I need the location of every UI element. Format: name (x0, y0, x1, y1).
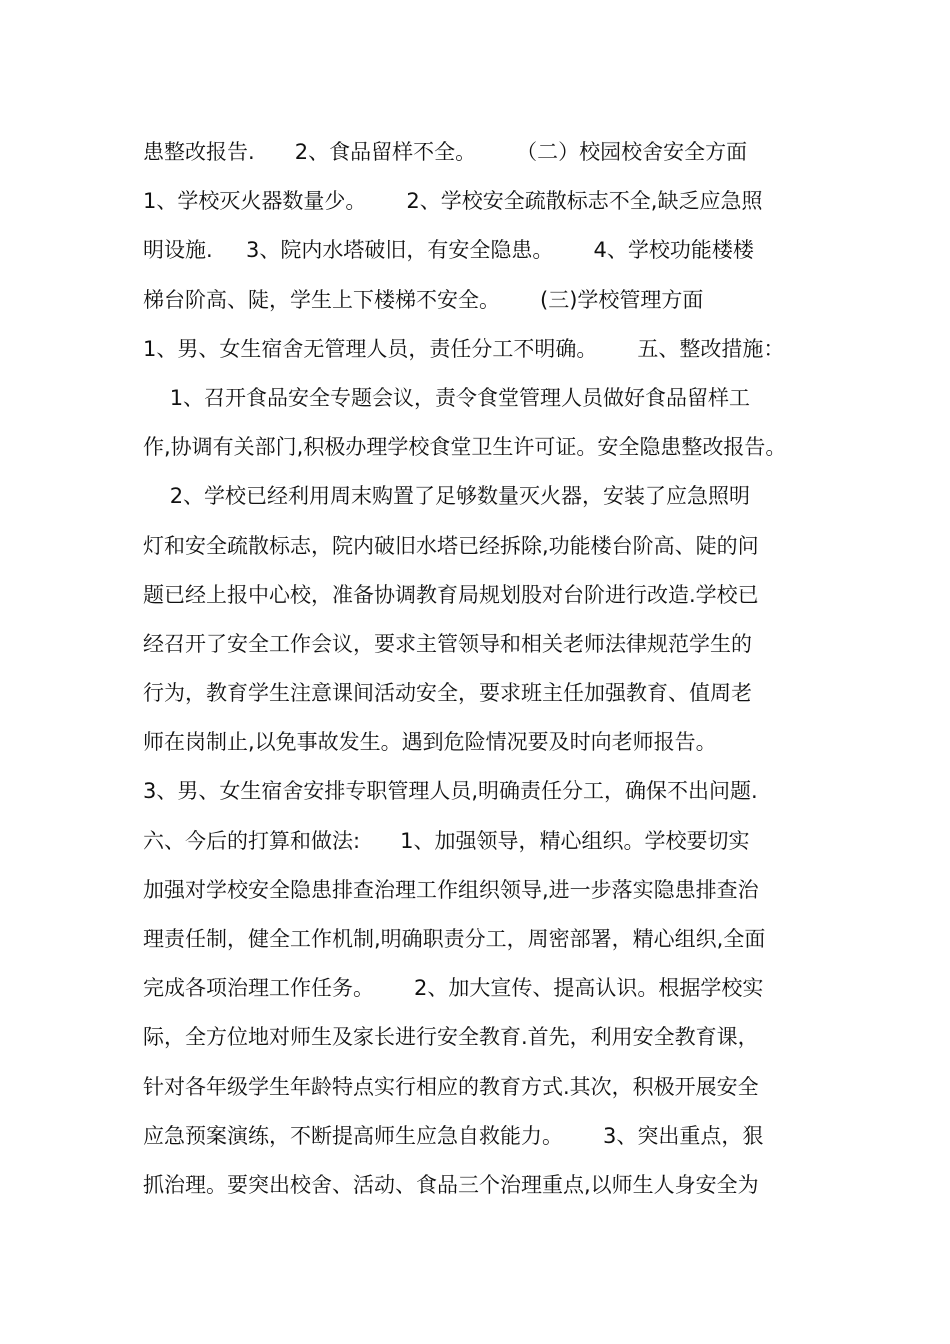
body-text (143, 128, 823, 1210)
text-line: 经召开了安全工作会议，要求主管领导和相关老师法律规范学生的 (143, 631, 752, 656)
text-line: 针对各年级学生年龄特点实行相应的教育方式.其次，积极开展安全 (143, 1074, 759, 1099)
text-line: 梯台阶高、陡，学生上下楼梯不安全。 (三)学校管理方面 (143, 287, 704, 312)
text-line: 1、召开食品安全专题会议，责令食堂管理人员做好食品留样工 (143, 385, 751, 410)
text-line: 理责任制，健全工作机制,明确职责分工，周密部署，精心组织,全面 (143, 927, 766, 951)
text-line: 1、男、女生宿舍无管理人员，责任分工不明确。 五、整改措施： (143, 336, 785, 361)
text-line: 加强对学校安全隐患排查治理工作组织领导,进一步落实隐患排查治 (143, 877, 759, 902)
text-line: 完成各项治理工作任务。 2、加大宣传、提高认识。根据学校实 (143, 976, 764, 1001)
text-line: 应急预案演练，不断提高师生应急自救能力。 3、突出重点，狠 (143, 1123, 764, 1148)
text-line: 患整改报告. 2、食品留样不全。 （二）校园校舍安全方面 (143, 140, 748, 164)
text-line: 师在岗制止,以免事故发生。遇到危险情况要及时向老师报告。 (143, 730, 717, 755)
text-line: 六、今后的打算和做法: 1、加强领导，精心组织。学校要切实 (143, 828, 750, 853)
text-line: 灯和安全疏散标志，院内破旧水塔已经拆除,功能楼台阶高、陡的问 (143, 533, 759, 558)
text-line: 行为，教育学生注意课间活动安全，要求班主任加强教育、值周老 (143, 681, 752, 706)
text-line: 际，全方位地对师生及家长进行安全教育.首先，利用安全教育课， (143, 1025, 759, 1050)
text-line: 明设施. 3、院内水塔破旧，有安全隐患。 4、学校功能楼楼 (143, 238, 754, 263)
text-line: 作,协调有关部门,积极办理学校食堂卫生许可证。安全隐患整改报告。 (143, 435, 787, 460)
text-line: 抓治理。要突出校舍、活动、食品三个治理重点,以师生人身安全为 (143, 1172, 759, 1197)
text-line: 2、学校已经利用周末购置了足够数量灭火器，安装了应急照明 (143, 484, 751, 509)
text-line: 题已经上报中心校，准备协调教育局规划股对台阶进行改造.学校已 (143, 582, 759, 607)
text-line: 1、学校灭火器数量少。 2、学校安全疏散标志不全,缺乏应急照 (143, 189, 763, 214)
text-line: 3、男、女生宿舍安排专职管理人员,明确责任分工，确保不出问题. (143, 779, 758, 804)
